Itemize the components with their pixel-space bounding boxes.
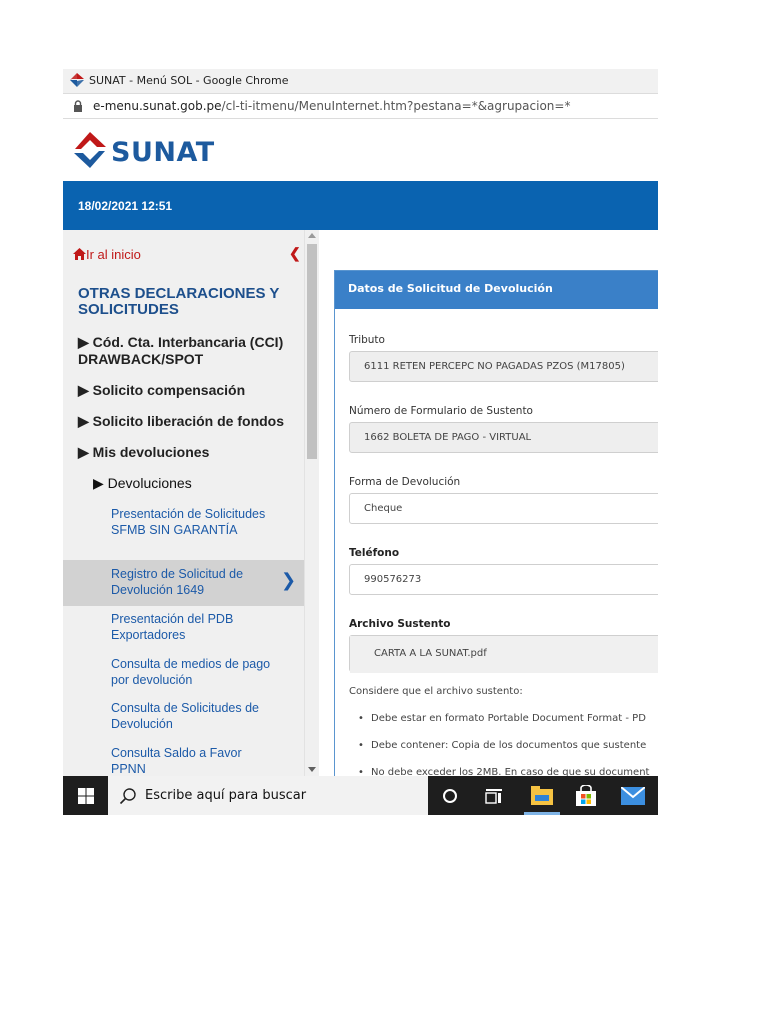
sidebar-item-mis-devoluciones[interactable]: ▶ Mis devoluciones — [78, 444, 210, 460]
sidebar — [63, 230, 304, 776]
url-host: e-menu.sunat.gob.pe — [93, 99, 222, 113]
sidebar-item-liberacion[interactable]: ▶ Solicito liberación de fondos — [78, 413, 285, 429]
sidebar-item-cci[interactable]: ▶ Cód. Cta. Interbancaria (CCI) DRAWBACK/SPOT — [78, 334, 284, 367]
archivo-note: Considere que el archivo sustento: — [349, 686, 523, 697]
sidebar-link-pdb-exportadores[interactable]: Presentación del PDB Exportadores — [111, 612, 234, 642]
telefono-label: Teléfono — [349, 547, 400, 559]
url-text[interactable] — [93, 99, 570, 113]
archivo-label: Archivo Sustento — [349, 618, 451, 630]
sidebar-item-label: Cód. Cta. Interbancaria (CCI) DRAWBACK/SPOT — [78, 334, 284, 367]
requirement-item: • Debe contener: Copia de los documentos que sustente — [371, 740, 646, 751]
scroll-up-icon[interactable] — [308, 233, 316, 238]
telefono-input[interactable] — [349, 564, 658, 595]
windows-start-icon[interactable] — [78, 788, 94, 804]
tributo-value: 6111 RETEN PERCEPC NO PAGADAS PZOS (M17805) — [364, 361, 625, 372]
telefono-value: 990576273 — [364, 574, 422, 585]
sidebar-section-title: OTRAS DECLARACIONES Y SOLICITUDES — [78, 285, 280, 318]
requirement-item: • Debe estar en formato Portable Document Format - PD — [371, 713, 646, 724]
url-path: /cl-ti-itmenu/MenuInternet.htm?pestana=*&agrupacion=* — [221, 99, 571, 113]
taskbar-search-placeholder: Escribe aquí para buscar — [145, 788, 307, 803]
sunat-logo-text: SUNAT — [111, 137, 215, 168]
forma-devolucion-value: Cheque — [364, 503, 403, 514]
header-bar — [63, 181, 658, 230]
tributo-label: Tributo — [349, 334, 385, 346]
home-link[interactable] — [73, 247, 141, 262]
cortana-icon[interactable] — [442, 788, 458, 804]
taskbar-search-box[interactable] — [108, 776, 428, 815]
chevron-right-icon: ❯ — [281, 570, 297, 591]
sidebar-subitem-devoluciones[interactable]: ▶ Devoluciones — [93, 475, 192, 491]
logo-area — [63, 119, 658, 181]
sidebar-link-medios-pago[interactable]: Consulta de medios de pago por devolución — [111, 657, 271, 687]
sidebar-link-saldo-favor[interactable]: Consulta Saldo a Favor PPNN — [111, 746, 242, 776]
forma-devolucion-label: Forma de Devolución — [349, 476, 461, 488]
sidebar-link-sfmb[interactable]: Presentación de Solicitudes SFMB SIN GARANTÍA — [111, 507, 266, 537]
home-icon — [73, 248, 86, 260]
windows-taskbar — [63, 776, 658, 815]
sunat-logo-icon[interactable] — [71, 131, 109, 169]
sidebar-scrollbar[interactable] — [304, 230, 319, 776]
main-content — [319, 230, 658, 776]
scrollbar-thumb[interactable] — [307, 244, 317, 459]
window-title: SUNAT - Menú SOL - Google Chrome — [89, 74, 289, 87]
archivo-upload[interactable] — [349, 635, 658, 672]
sidebar-item-label: Solicito liberación de fondos — [92, 413, 285, 429]
sidebar-item-label: Solicito compensación — [92, 382, 246, 398]
formulario-field[interactable] — [349, 422, 658, 453]
file-explorer-icon[interactable] — [531, 786, 553, 806]
formulario-value: 1662 BOLETA DE PAGO - VIRTUAL — [364, 432, 532, 443]
sidebar-subitem-label: Devoluciones — [107, 475, 192, 491]
requirement-item: • No debe exceder los 2MB. En caso de que su document — [371, 767, 649, 776]
microsoft-store-icon[interactable] — [575, 785, 597, 807]
sidebar-link-consulta-solicitudes[interactable]: Consulta de Solicitudes de Devolución — [111, 701, 260, 731]
archivo-filename: CARTA A LA SUNAT.pdf — [374, 648, 487, 659]
window-titlebar — [63, 69, 658, 94]
home-link-label: Ir al inicio — [86, 247, 141, 262]
screenshot — [63, 69, 658, 815]
form-title: Datos de Solicitud de Devolución — [348, 282, 553, 295]
archivo-file-chip[interactable] — [350, 636, 658, 673]
task-view-icon[interactable] — [485, 788, 503, 804]
mail-icon[interactable] — [621, 787, 645, 805]
sidebar-link-registro-1649[interactable]: Registro de Solicitud de Devolución 1649 — [111, 567, 244, 597]
collapse-sidebar-icon[interactable]: ❮ — [289, 245, 301, 261]
scroll-down-icon[interactable] — [308, 767, 316, 772]
active-app-indicator — [524, 812, 560, 815]
formulario-label: Número de Formulario de Sustento — [349, 405, 533, 417]
search-icon — [119, 787, 137, 805]
address-bar[interactable] — [63, 94, 658, 119]
form-card-header — [335, 271, 658, 309]
forma-devolucion-select[interactable] — [349, 493, 658, 524]
sidebar-item-compensacion[interactable]: ▶ Solicito compensación — [78, 382, 246, 398]
tributo-field[interactable] — [349, 351, 658, 382]
lock-icon — [73, 100, 83, 112]
header-datetime: 18/02/2021 12:51 — [78, 199, 173, 213]
sunat-favicon-icon — [69, 73, 85, 87]
form-card — [334, 270, 658, 776]
sidebar-item-label: Mis devoluciones — [92, 444, 210, 460]
